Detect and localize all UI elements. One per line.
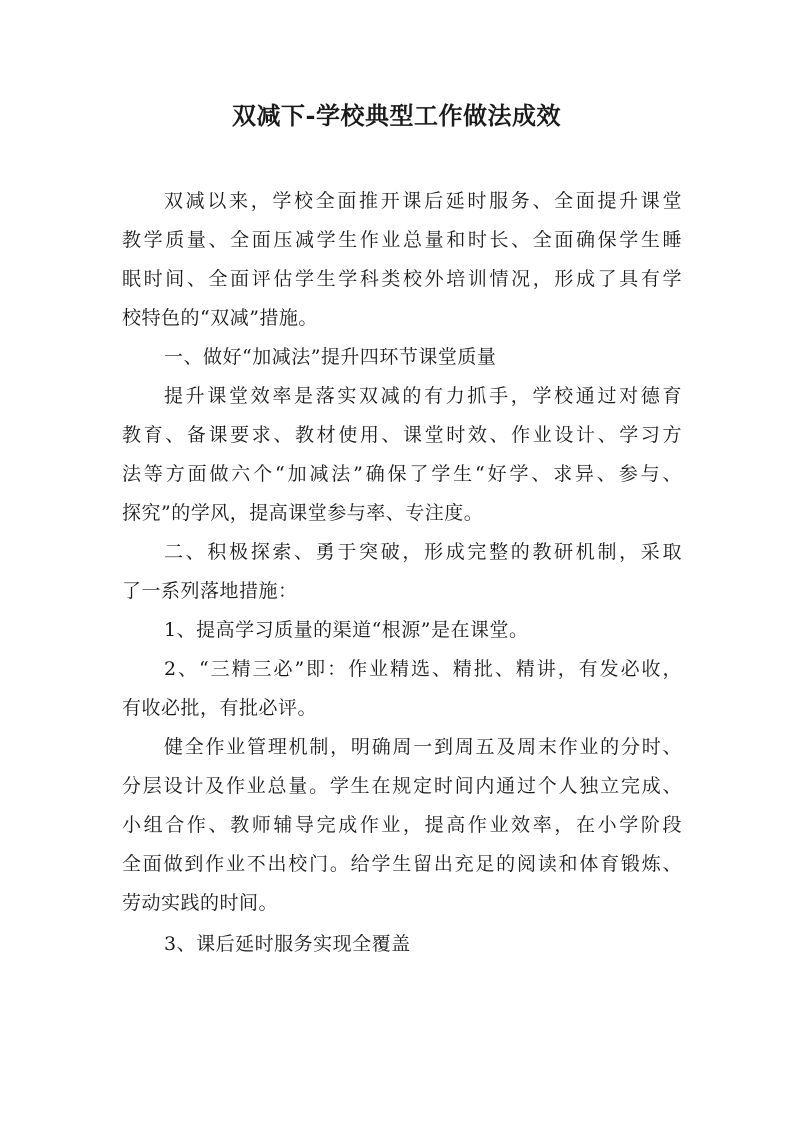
paragraph-line: 法等方面做六个“加减法”确保了学生“好学、求异、参与、 — [122, 463, 682, 485]
paragraph-line: 教学质量、全面压减学生作业总量和时长、全面确保学生睡 — [122, 229, 682, 251]
paragraph-line: 小组合作、教师辅导完成作业，提高作业效率，在小学阶段 — [122, 814, 682, 836]
paragraph-line: 了一系列落地措施： — [122, 580, 298, 602]
paragraph-line: 教育、备课要求、教材使用、课堂时效、作业设计、学习方 — [122, 424, 682, 446]
section-heading: 一、做好“加减法”提升四环节课堂质量 — [164, 346, 497, 368]
list-item: 1、提高学习质量的渠道“根源”是在课堂。 — [164, 619, 529, 641]
paragraph-line: 探究”的学风，提高课堂参与率、专注度。 — [122, 502, 484, 524]
document-body — [122, 182, 682, 964]
list-item: 3、课后延时服务实现全覆盖 — [164, 933, 411, 955]
list-item: 2、“三精三必”即：作业精选、精批、精讲，有发必收， — [164, 658, 682, 680]
paragraph-line: 校特色的“双减”措施。 — [122, 307, 318, 329]
paragraph-line: 劳动实践的时间。 — [122, 892, 279, 914]
paragraph-line: 眠时间、全面评估学生学科类校外培训情况，形成了具有学 — [122, 268, 682, 290]
paragraph-line: 提升课堂效率是落实双减的有力抓手，学校通过对德育 — [164, 385, 682, 407]
paragraph-line: 健全作业管理机制，明确周一到周五及周末作业的分时、 — [164, 736, 682, 758]
section-heading: 二、积极探索、勇于突破，形成完整的教研机制，采取 — [164, 541, 682, 563]
paragraph-line: 双减以来，学校全面推开课后延时服务、全面提升课堂 — [164, 190, 682, 212]
document-title: 双减下-学校典型工作做法成效 — [232, 101, 561, 130]
paragraph-line: 有收必批，有批必评。 — [122, 697, 318, 719]
paragraph-line: 全面做到作业不出校门。给学生留出充足的阅读和体育锻炼、 — [122, 853, 682, 875]
paragraph-line: 分层设计及作业总量。学生在规定时间内通过个人独立完成、 — [122, 775, 682, 797]
